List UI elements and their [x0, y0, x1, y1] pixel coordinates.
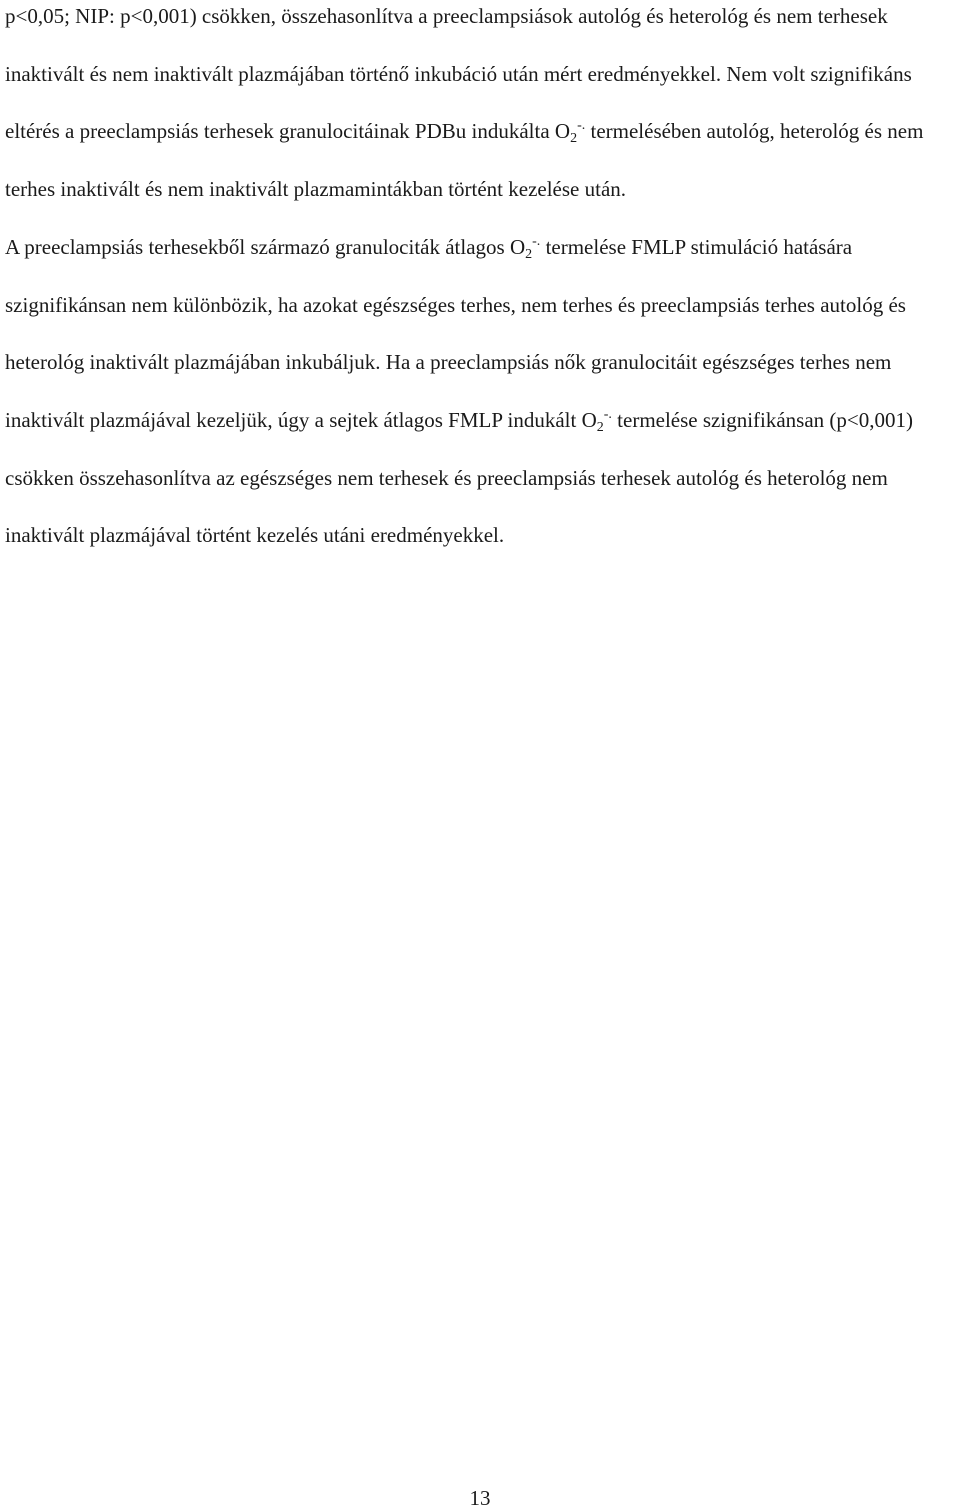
paragraph-2-text-b: termelése FMLP stimuláció hatására szignifikánsan nem különbözik, ha azokat egészséges terhes, nem terhes és preeclampsiás terhes autológ és heterológ inaktivált plazmájában inkubáljuk. Ha a preeclampsiás nők granulocitáit egészséges terhes nem inaktivált plazmájával kezeljük, úgy a sejtek átlagos FMLP indukált O	[5, 234, 906, 432]
subscript-2: 2	[570, 131, 578, 147]
paragraph-2-text-a: A preeclampsiás terhesekből származó granulociták átlagos O	[5, 234, 526, 259]
paragraph-2	[5, 219, 956, 565]
page-number: 13	[469, 1486, 491, 1510]
subscript-2: 2	[525, 246, 533, 262]
paragraph-2-text-c: termelése szignifikánsan (p<0,001) csökken összehasonlítva az egészséges nem terhesek és preeclampsiás terhesek autológ és heterológ nem inaktivált plazmájával történt kezelés utáni eredményekkel.	[5, 407, 914, 548]
superscript-radical: -.	[532, 233, 541, 249]
paragraph-1	[5, 0, 956, 219]
subscript-2: 2	[596, 419, 604, 435]
paragraph-1-text-a: p<0,05; NIP: p<0,001) csökken, összehasonlítva a preeclampsiások autológ és heterológ és nem terhesek inaktivált és nem inaktivált plazmájában történő inkubáció után mért eredményekkel. Nem volt szignifikáns eltérés a preeclampsiás terhesek granulocitáinak PDBu indukálta O	[5, 4, 912, 144]
superscript-radical: -.	[603, 406, 612, 422]
superscript-radical: -.	[577, 118, 586, 134]
document-body	[5, 0, 956, 565]
paragraph-1-text-b: termelésében autológ, heterológ és nem terhes inaktivált és nem inaktivált plazmamintákban történt kezelése után.	[5, 119, 924, 202]
